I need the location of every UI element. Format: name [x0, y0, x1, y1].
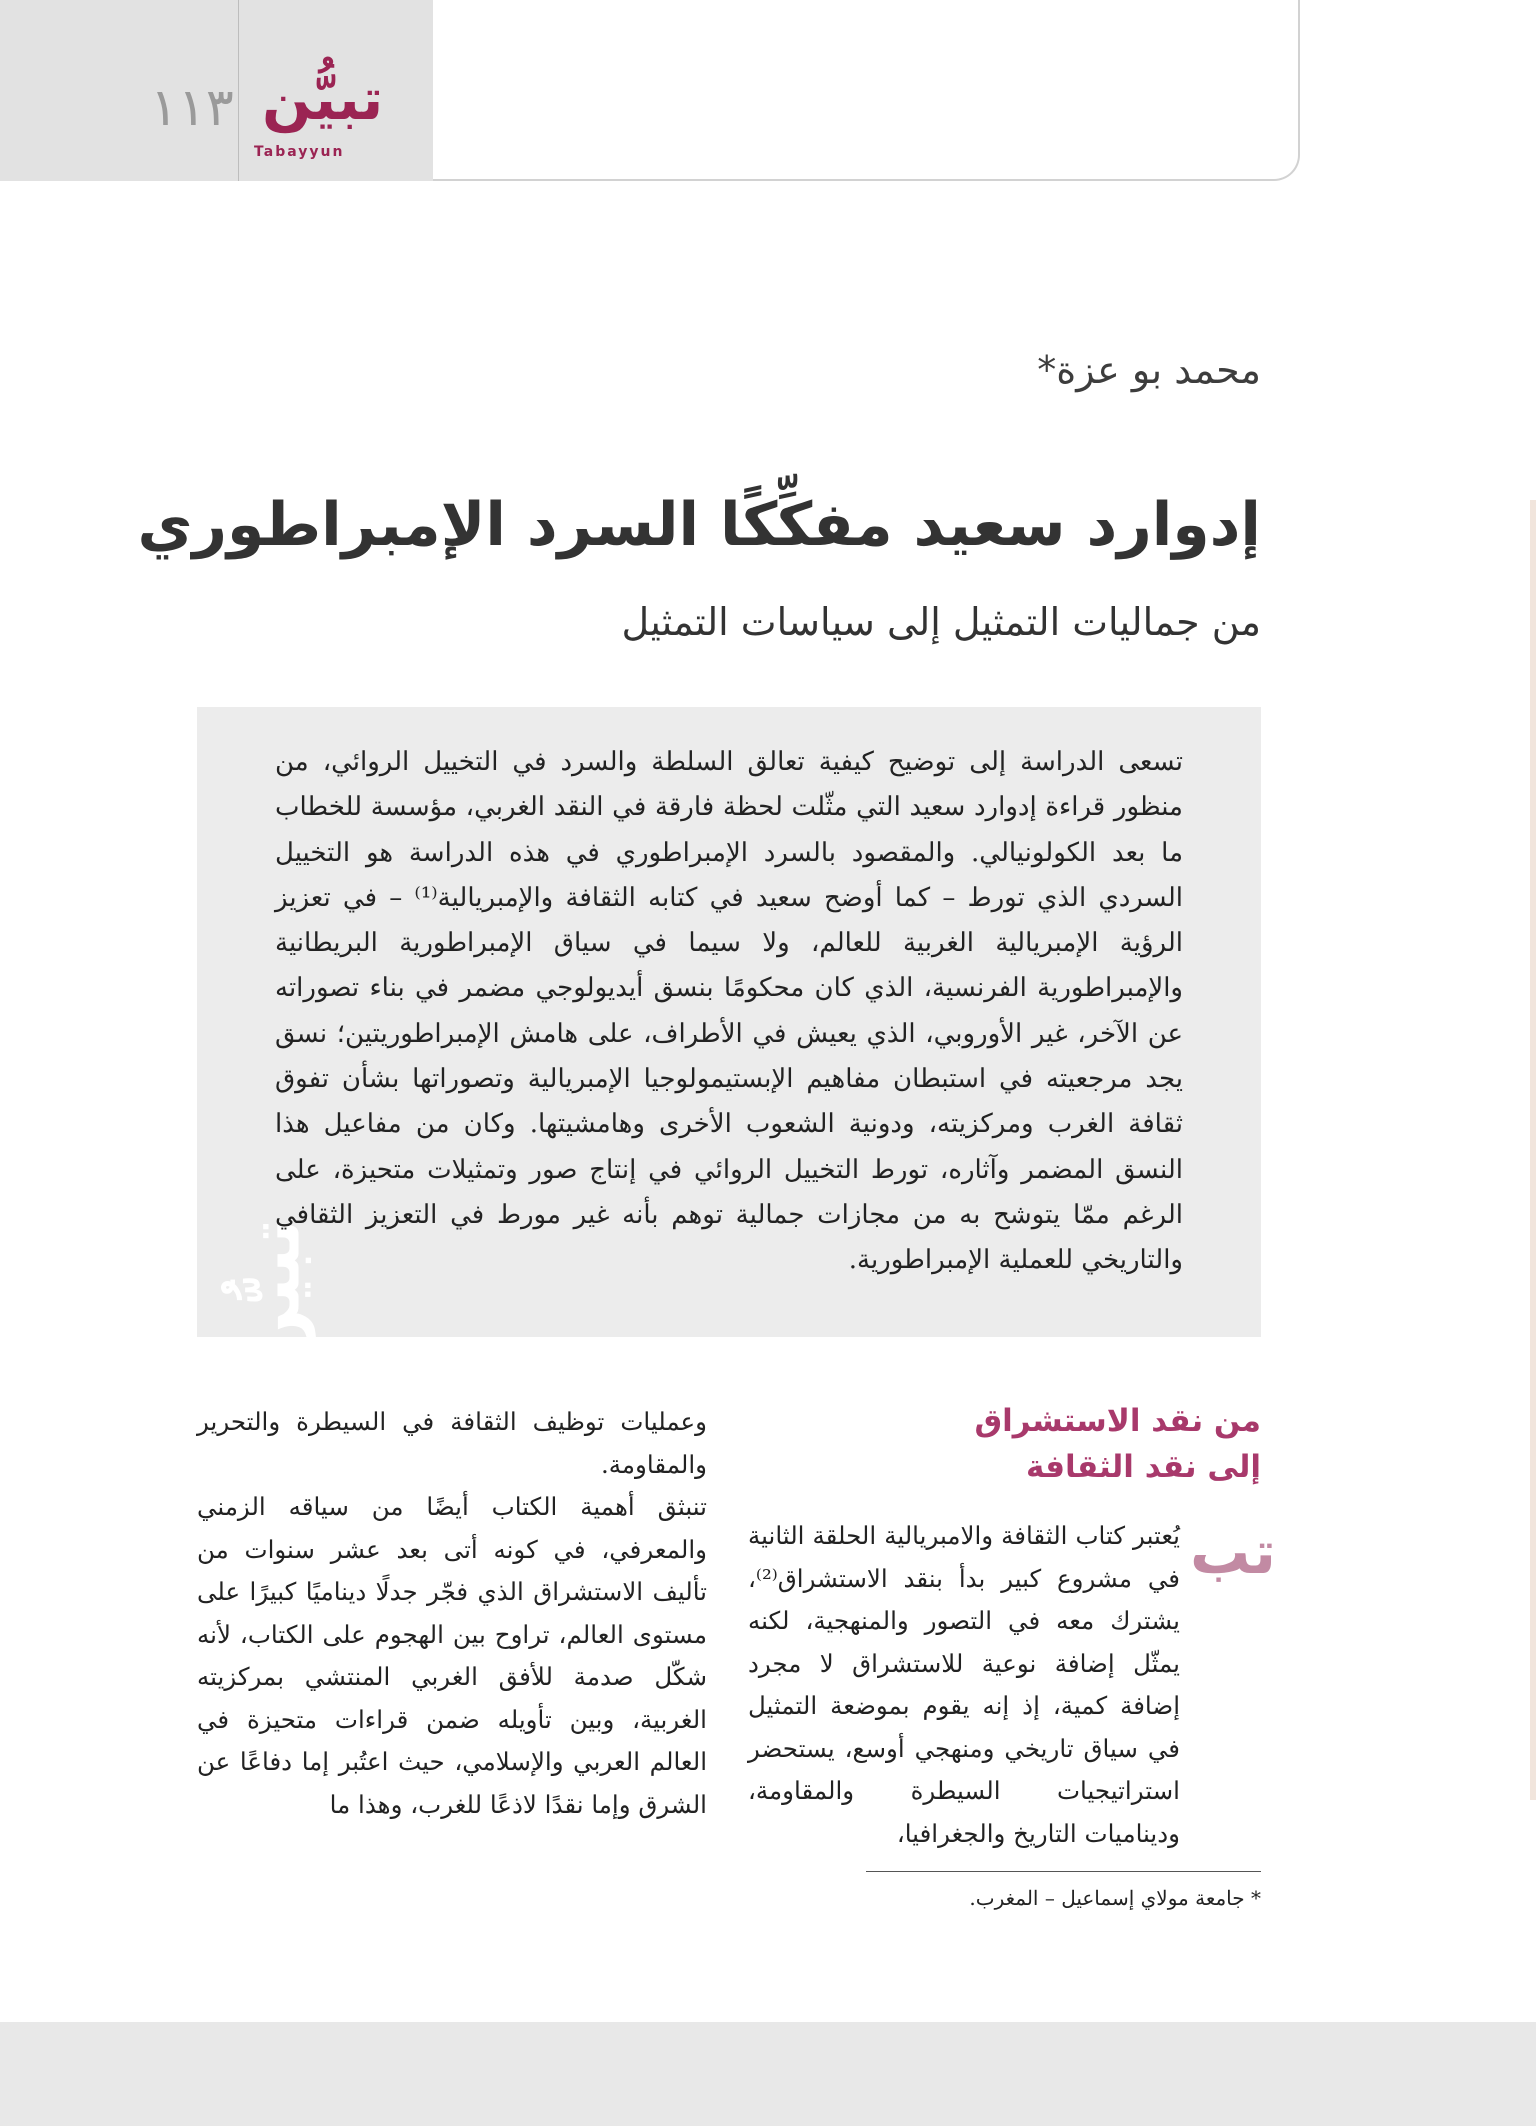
section-heading-line: إلى نقد الثقافة — [1025, 1449, 1261, 1485]
abstract-watermark-logo: تبيُّن — [231, 1218, 316, 1370]
right-column — [748, 1515, 1277, 1855]
footnote-divider — [866, 1871, 1261, 1872]
abstract-paragraph: تسعى الدراسة إلى توضيح كيفية تعالق السلطة والسرد في التخييل الروائي، من منظور قراءة إدوارد سعيد التي مثّلت لحظة فارقة في النقد الغربي، مؤسسة للخطاب ما بعد الكولونيالي. والمقصود بالسرد الإمبراطوري في هذه الدراسة هو التخييل السردي الذي تورط – كما أوضح سعيد في كتابه الثقافة والإمبريالية⁽¹⁾ – في تعزيز الرؤية الإمبريالية الغربية للعالم، ولا سيما في سياق الإمبراطورية البريطانية والإمبراطورية الفرنسية، الذي كان محكومًا بنسق أيديولوجي مضمر في بناء تصوراته عن الآخر، غير الأوروبي، الذي يعيش في الأطراف، على هامش الإمبراطوريتين؛ نسق يجد مرجعيته في استبطان مفاهيم الإبستيمولوجيا الإمبريالية وتصوراتها بشأن تفوق ثقافة الغرب ومركزيته، ودونية الشعوب الأخرى وهامشيتها. وكان من مفاعيل هذا النسق المضمر وآثاره، تورط التخييل الروائي في إنتاج صور وتمثيلات متحيزة، على الرغم ممّا يتوشح به من مجازات جمالية توهم بأنه غير مورط في التعزيز الثقافي والتاريخي للعملية الإمبراطورية. — [275, 747, 1183, 1276]
section-heading — [761, 1398, 1261, 1490]
author-name: محمد بو عزة* — [1037, 348, 1261, 392]
side-rule — [1530, 500, 1536, 1800]
article-title: إدوارد سعيد مفكِّكًا السرد الإمبراطوري — [137, 490, 1261, 560]
article-subtitle: من جماليات التمثيل إلى سياسات التمثيل — [621, 600, 1261, 644]
dropcap-ornament: تب — [1190, 1518, 1277, 1588]
left-column — [197, 1401, 707, 1826]
footnote: * جامعة مولاي إسماعيل – المغرب. — [969, 1886, 1261, 1910]
body-paragraph: يُعتبر كتاب الثقافة والامبريالية الحلقة الثانية في مشروع كبير بدأ بنقد الاستشراق⁽²⁾، يشترك معه في التصور والمنهجية، لكنه يمثّل إضافة نوعية للاستشراق لا مجرد إضافة كمية، إذ إنه يقوم بموضعة التمثيل في سياق تاريخي ومنهجي أوسع، يستحضر استراتيجيات السيطرة والمقاومة، وديناميات التاريخ والجغرافيا، — [748, 1521, 1180, 1848]
abstract-text — [275, 740, 1183, 1284]
journal-logo-latin: Tabayyun — [254, 144, 345, 160]
header-divider — [238, 0, 239, 181]
page-footer-band — [0, 2022, 1536, 2126]
body-paragraph: تنبثق أهمية الكتاب أيضًا من سياقه الزمني والمعرفي، في كونه أتى بعد عشر سنوات من تأليف الاستشراق الذي فجّر جدلًا ديناميًا كبيرًا على مستوى العالم، تراوح بين الهجوم على الكتاب، لأنه شكّل صدمة للأفق الغربي المنتشي بمركزيته الغربية، وبين تأويله ضمن قراءات متحيزة في العالم العربي والإسلامي، حيث اعتُبر إما دفاعًا عن الشرق وإما نقدًا لاذعًا للغرب، وهذا ما — [197, 1492, 707, 1819]
journal-logo: تبيُّن — [262, 65, 384, 133]
page-number: ١١٣ — [150, 78, 234, 138]
section-heading-line: من نقد الاستشراق — [974, 1403, 1261, 1439]
body-paragraph: وعمليات توظيف الثقافة في السيطرة والتحرير والمقاومة. — [197, 1407, 707, 1479]
